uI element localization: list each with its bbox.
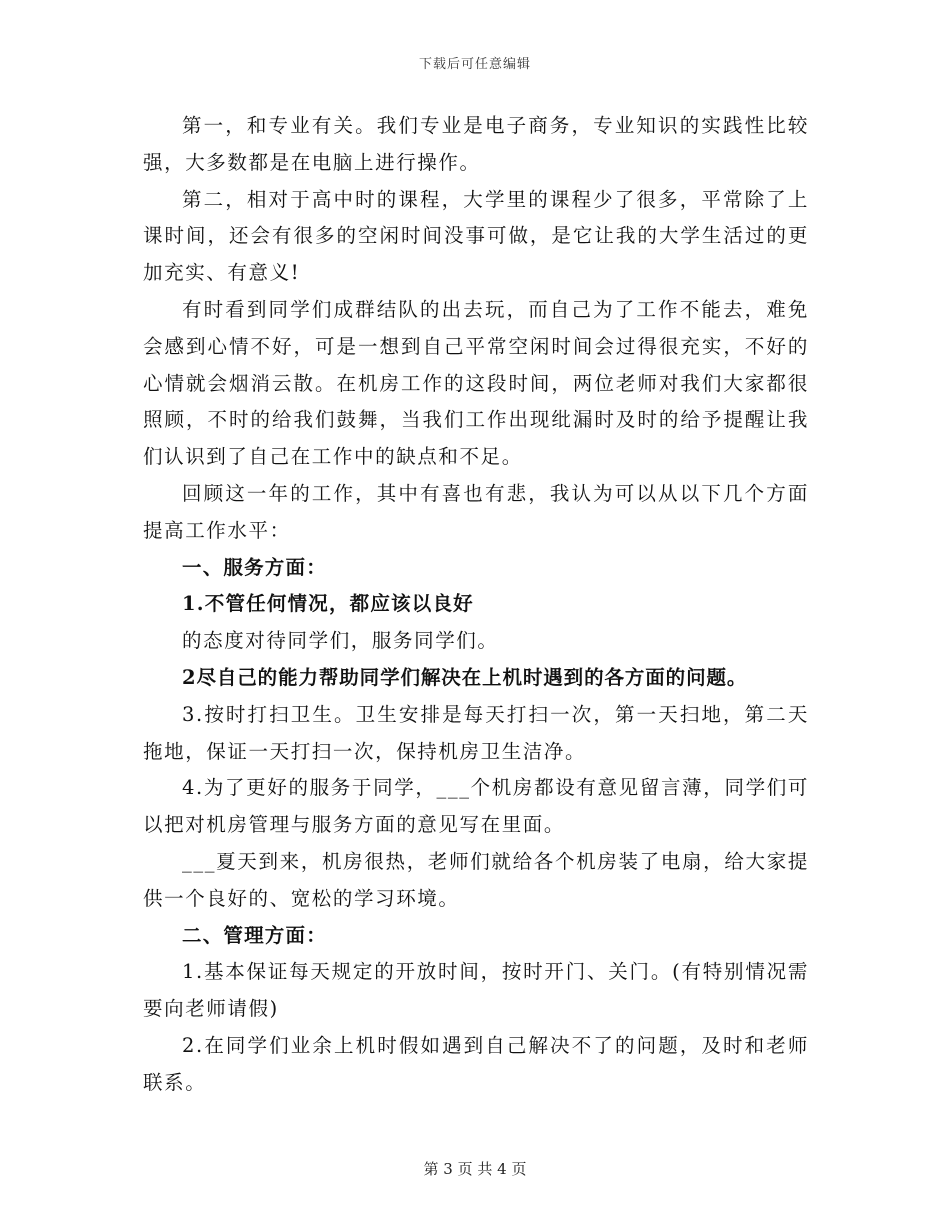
page-footer: 第 3 页 共 4 页	[423, 1160, 527, 1178]
section-heading-service: 一、服务方面：	[182, 555, 327, 579]
service-item-2: 2尽自己的能力帮助同学们解决在上机时遇到的各方面的问题。	[182, 665, 748, 689]
paragraph-summer: ___夏天到来，机房很热，老师们就给各个机房装了电扇，给大家提供一个良好的、宽松的学习环境。	[143, 849, 809, 910]
section-heading-management: 二、管理方面：	[182, 923, 327, 947]
paragraph-3: 有时看到同学们成群结队的出去玩，而自己为了工作不能去，难免会感到心情不好，可是一想到自己平常空闲时间会过得很充实，不好的心情就会烟消云散。在机房工作的这段时间，两位老师对我们大家都很照顾，不时的给我们鼓舞，当我们工作出现纰漏时及时的给予提醒让我们认识到了自己在工作中的缺点和不足。	[143, 297, 809, 469]
service-item-1-continued: 的态度对待同学们，服务同学们。	[182, 629, 499, 653]
management-item-1: 1.基本保证每天规定的开放时间，按时开门、关门。(有特别情况需要向老师请假)	[143, 960, 809, 1021]
service-item-4: 4.为了更好的服务于同学，___个机房都设有意见留言薄，同学们可以把对机房管理与服务方面的意见写在里面。	[143, 776, 809, 837]
service-item-1-line: 1.不管任何情况，都应该以良好	[182, 592, 474, 616]
document-body	[143, 108, 809, 1102]
service-item-3: 3.按时打扫卫生。卫生安排是每天打扫一次，第一天扫地，第二天拖地，保证一天打扫一次，保持机房卫生洁净。	[143, 702, 809, 763]
paragraph-2: 第二，相对于高中时的课程，大学里的课程少了很多，平常除了上课时间，还会有很多的空闲时间没事可做，是它让我的大学生活过的更加充实、有意义!	[143, 187, 809, 285]
paragraph-4: 回顾这一年的工作，其中有喜也有悲，我认为可以从以下几个方面提高工作水平：	[143, 481, 809, 542]
page-header: 下载后可任意编辑	[418, 57, 531, 72]
paragraph-1: 第一，和专业有关。我们专业是电子商务，专业知识的实践性比较强，大多数都是在电脑上进行操作。	[143, 114, 809, 174]
management-item-2: 2.在同学们业余上机时假如遇到自己解决不了的问题，及时和老师联系。	[143, 1033, 809, 1094]
